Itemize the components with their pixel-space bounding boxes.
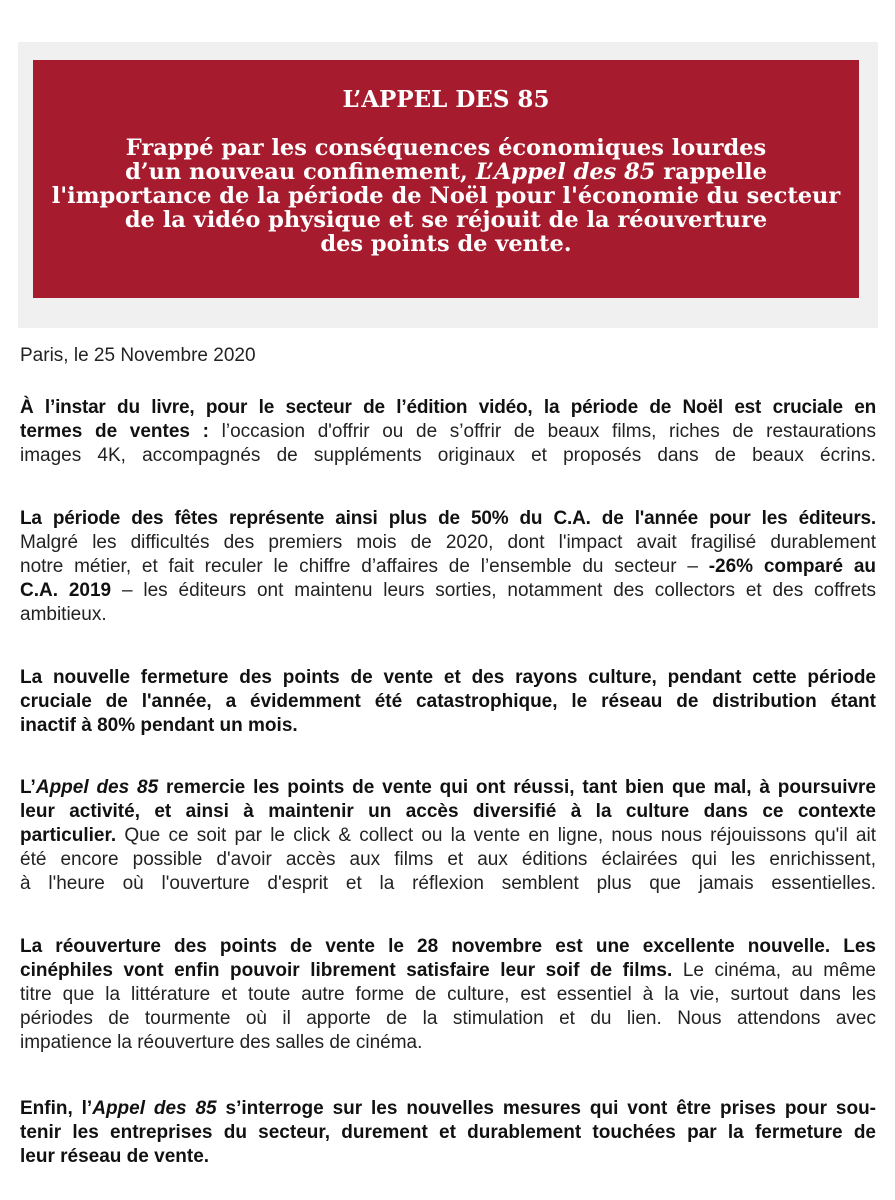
italic-text: Appel des 85 — [35, 777, 159, 798]
paragraph-line — [20, 959, 876, 983]
bold-text: Enfin, l’ — [20, 1098, 93, 1119]
paragraph-line: images 4K, accompagnés de suppléments originaux et proposés dans de beaux écrins. — [20, 445, 876, 466]
bold-text: L’ — [20, 777, 36, 798]
bold-text: -26% comparé au — [708, 556, 876, 577]
body-text: – les éditeurs ont maintenu leurs sorties, notamment des collectors et des coffrets — [111, 580, 877, 601]
italic-text: Appel des 85 — [92, 1098, 217, 1119]
banner-lead-text: rappelle — [655, 159, 767, 185]
bold-text: inactif à 80% pendant un mois. — [20, 715, 298, 736]
banner-lead-line — [33, 160, 859, 184]
paragraph-5 — [20, 935, 876, 1055]
bold-text: cinéphiles vont enfin pouvoir librement satisfaire leur soif de films. — [20, 960, 673, 981]
banner-title: L’APPEL DES 85 — [342, 86, 550, 113]
paragraph-line — [20, 776, 876, 800]
paragraph-1 — [20, 396, 876, 468]
paragraph-line: titre que la littérature et toute autre forme de culture, est essentiel à la vie, surtout dans les — [20, 984, 876, 1005]
bold-text: termes de ventes : — [20, 421, 209, 442]
bold-text: remercie les points de vente qui ont réussi, tant bien que mal, à poursuivre — [158, 777, 876, 798]
banner-lead-line: des points de vente. — [320, 231, 572, 257]
banner-lead-line: Frappé par les conséquences économiques lourdes — [125, 135, 767, 161]
paragraph-line: ambitieux. — [20, 604, 107, 625]
bold-text: leur activité, et ainsi à maintenir un accès diversifié à la culture dans ce contexte — [20, 801, 876, 822]
paragraph-line — [20, 666, 876, 690]
dateline: Paris, le 25 Novembre 2020 — [20, 345, 256, 366]
bold-text: s’interroge sur les nouvelles mesures qui vont être prises pour sou- — [216, 1098, 877, 1119]
paragraph-line — [20, 507, 876, 531]
bold-text: La nouvelle fermeture des points de vente et des rayons culture, pendant cette période — [20, 667, 876, 688]
banner-lead-line: l'importance de la période de Noël pour l'économie du secteur — [51, 183, 841, 209]
paragraph-line — [20, 579, 876, 603]
paragraph-line — [20, 1097, 876, 1121]
bold-text: C.A. 2019 — [20, 580, 112, 601]
body-text: l’occasion d'offrir ou de s’offrir de beaux films, riches de restaurations — [208, 421, 876, 442]
paragraph-line — [20, 824, 876, 848]
paragraph-line — [20, 714, 876, 738]
bold-text: particulier. — [20, 825, 117, 846]
paragraph-line: été encore possible d'avoir accès aux films et aux éditions éclairées qui les enrichissent, — [20, 849, 876, 870]
bold-text: leur réseau de vente. — [20, 1146, 210, 1167]
paragraph-4 — [20, 776, 876, 896]
paragraph-6 — [20, 1097, 876, 1169]
bold-text: cruciale de l'année, a évidemment été catastrophique, le réseau de distribution étant — [20, 691, 876, 712]
banner-lead-text: d’un nouveau confinement, — [125, 159, 476, 185]
body-text: Que ce soit par le click & collect ou la vente en ligne, nous nous réjouissons qu'il ait — [116, 825, 876, 846]
bold-text: La période des fêtes représente ainsi plus de 50% du C.A. de l'année pour les éditeurs. — [20, 508, 876, 529]
paragraph-line: périodes de tourmente où il apporte de la stimulation et du lien. Nous attendons avec — [20, 1008, 876, 1029]
paragraph-line: impatience la réouverture des salles de cinéma. — [20, 1032, 423, 1053]
body-text: Le cinéma, au même — [672, 960, 877, 981]
paragraph-line — [20, 690, 876, 714]
paragraph-2 — [20, 507, 876, 627]
bold-text: La réouverture des points de vente le 28 novembre est une excellente nouvelle. Les — [20, 936, 876, 957]
paragraph-line: à l'heure où l'ouverture d'esprit et la réflexion semblent plus que jamais essentielles. — [20, 873, 876, 894]
paragraph-line — [20, 420, 876, 444]
paragraph-line — [20, 396, 876, 420]
bold-text: tenir les entreprises du secteur, durement et durablement touchées par la fermeture de — [20, 1122, 876, 1143]
bold-text: À l’instar du livre, pour le secteur de l’édition vidéo, la période de Noël est cruciale en — [20, 397, 876, 418]
paragraph-3 — [20, 666, 876, 738]
banner-lead-italic: L’Appel des 85 — [475, 159, 656, 185]
banner-lead-line: de la vidéo physique et se réjouit de la réouverture — [124, 207, 768, 233]
paragraph-line — [20, 1145, 876, 1169]
banner-lead — [33, 136, 859, 256]
paragraph-line — [20, 1121, 876, 1145]
paragraph-line — [20, 555, 876, 579]
body-text: notre métier, et fait reculer le chiffre d’affaires de l’ensemble du secteur – — [20, 556, 698, 577]
paragraph-line: Malgré les difficultés des premiers mois de 2020, dont l'impact avait fragilisé durablement — [20, 532, 876, 553]
paragraph-line — [20, 935, 876, 959]
paragraph-line — [20, 800, 876, 824]
headline-banner — [33, 60, 859, 298]
